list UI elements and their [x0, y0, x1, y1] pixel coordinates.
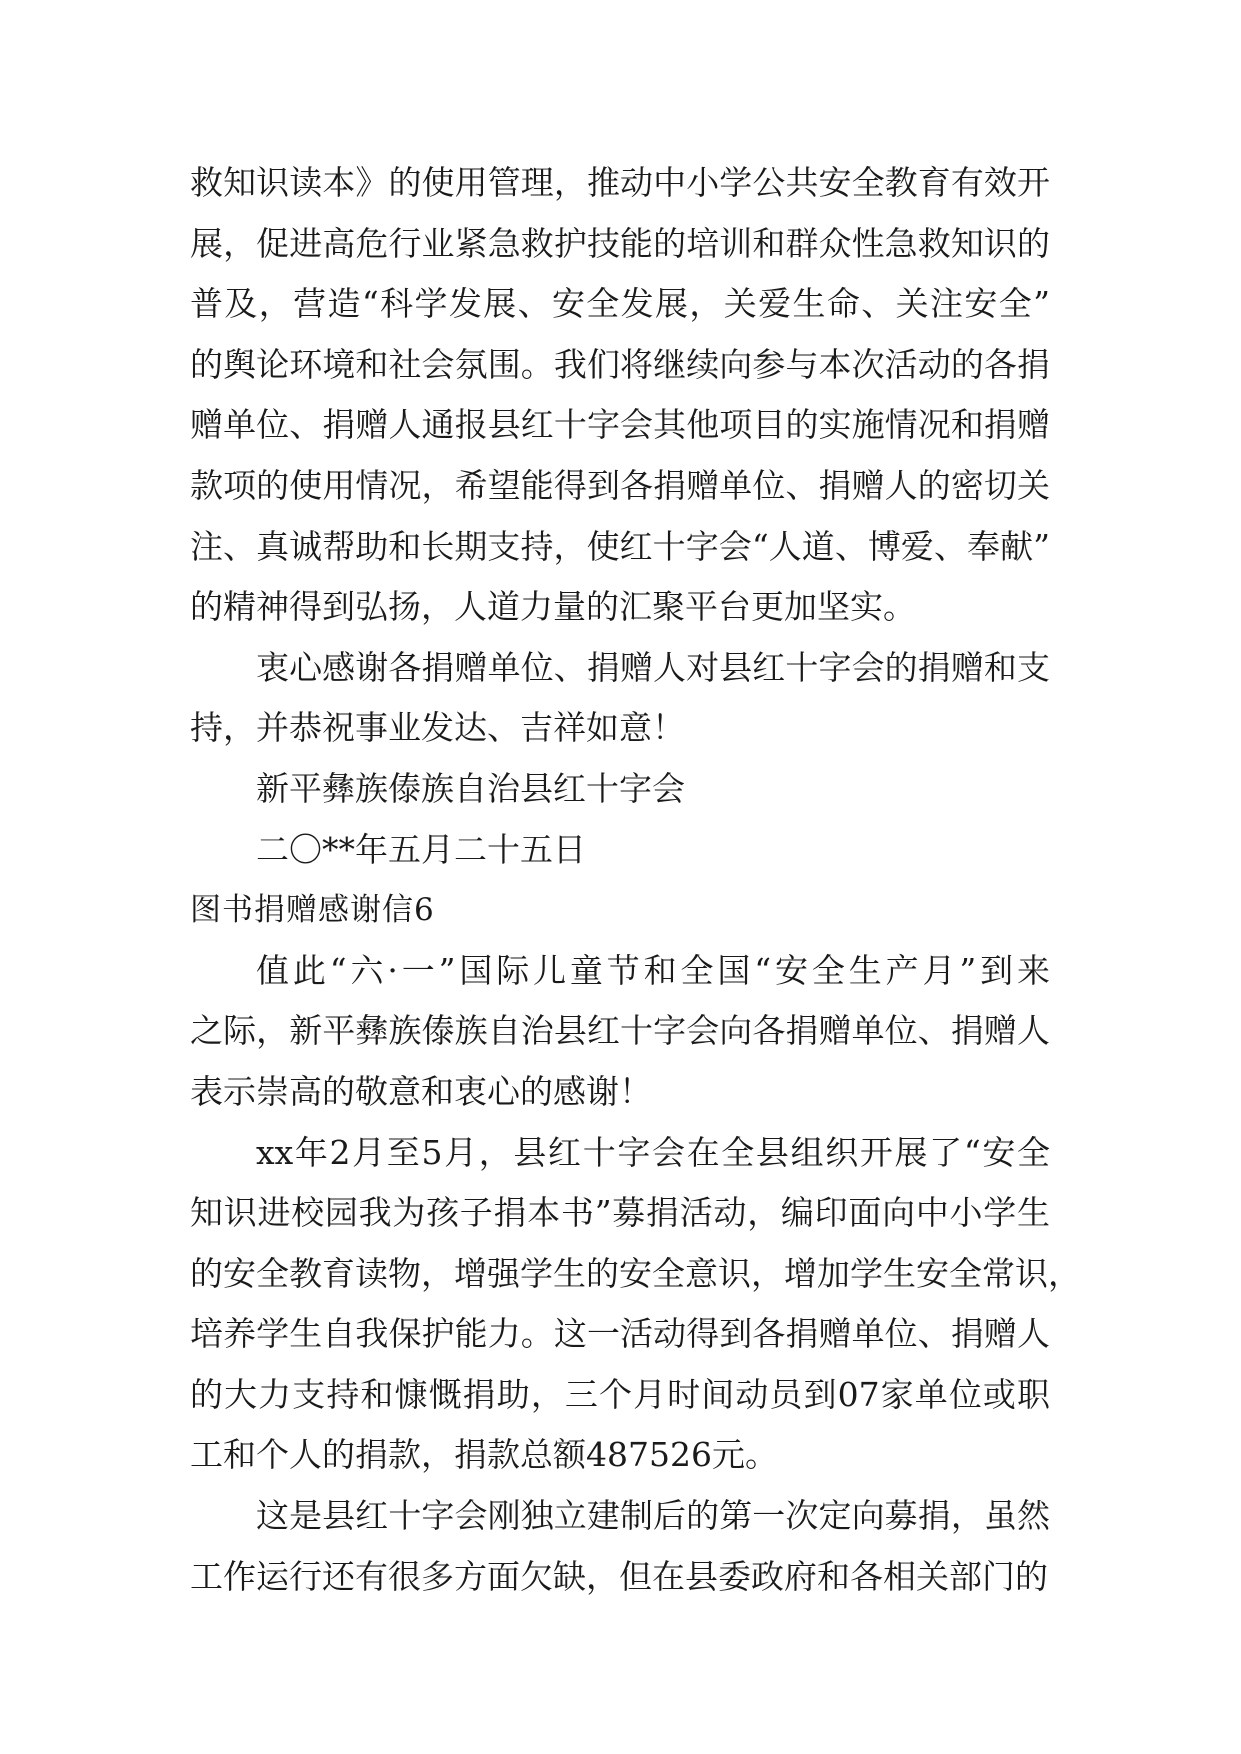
text-line: 衷心感谢各捐赠单位、捐赠人对县红十字会的捐赠和支: [256, 647, 1050, 687]
heading-text: 图书捐赠感谢信6: [190, 892, 435, 929]
text-line: 新平彝族傣族自治县红十字会: [256, 768, 685, 808]
text-line: 普及，营造“科学发展、安全发展，关爱生命、关注安全”: [190, 284, 1050, 324]
text-line: 工作运行还有很多方面欠缺，但在县委政府和各相关部门的: [190, 1556, 1048, 1596]
text-line: 款项的使用情况，希望能得到各捐赠单位、捐赠人的密切关: [190, 465, 1050, 505]
section-heading: [190, 880, 1050, 941]
text-line: 之际，新平彝族傣族自治县红十字会向各捐赠单位、捐赠人: [190, 1011, 1050, 1051]
text-line: 的安全教育读物，增强学生的安全意识，增加学生安全常识，: [190, 1253, 1081, 1293]
text-line: 持，并恭祝事业发达、吉祥如意！: [190, 708, 685, 748]
paragraph: [190, 820, 1050, 881]
paragraph: [190, 153, 1050, 638]
text-line: 的舆论环境和社会氛围。我们将继续向参与本次活动的各捐: [190, 344, 1050, 384]
paragraph: [190, 759, 1050, 820]
document-body: [190, 153, 1081, 1607]
text-line: 工和个人的捐款，捐款总额487526元。: [190, 1435, 778, 1475]
text-line: 赠单位、捐赠人通报县红十字会其他项目的实施情况和捐赠: [190, 405, 1050, 445]
text-line: 表示崇高的敬意和衷心的感谢！: [190, 1071, 652, 1111]
text-line: 的大力支持和慷慨捐助，三个月时间动员到07家单位或职: [190, 1374, 1050, 1414]
text-line: 救知识读本》的使用管理，推动中小学公共安全教育有效开: [190, 163, 1050, 202]
text-line: 知识进校园我为孩子捐本书”募捐活动，编印面向中小学生: [190, 1193, 1050, 1233]
paragraph: [190, 638, 1050, 759]
text-line: 二〇**年五月二十五日: [256, 829, 586, 869]
paragraph: [190, 941, 1050, 1123]
text-line: 这是县红十字会刚独立建制后的第一次定向募捐，虽然: [256, 1496, 1050, 1536]
paragraph: [190, 1486, 1050, 1607]
text-line: 的精神得到弘扬，人道力量的汇聚平台更加坚实。: [190, 587, 916, 627]
paragraph: [190, 1123, 1081, 1487]
text-line: 注、真诚帮助和长期支持，使红十字会“人道、博爱、奉献”: [190, 526, 1050, 566]
text-line: 展，促进高危行业紧急救护技能的培训和群众性急救知识的: [190, 223, 1050, 263]
text-line: 培养学生自我保护能力。这一活动得到各捐赠单位、捐赠人: [190, 1314, 1050, 1354]
text-line: 值此“六·一”国际儿童节和全国“安全生产月”到来: [256, 950, 1050, 990]
text-line: xx年2月至5月，县红十字会在全县组织开展了“安全: [256, 1132, 1050, 1172]
